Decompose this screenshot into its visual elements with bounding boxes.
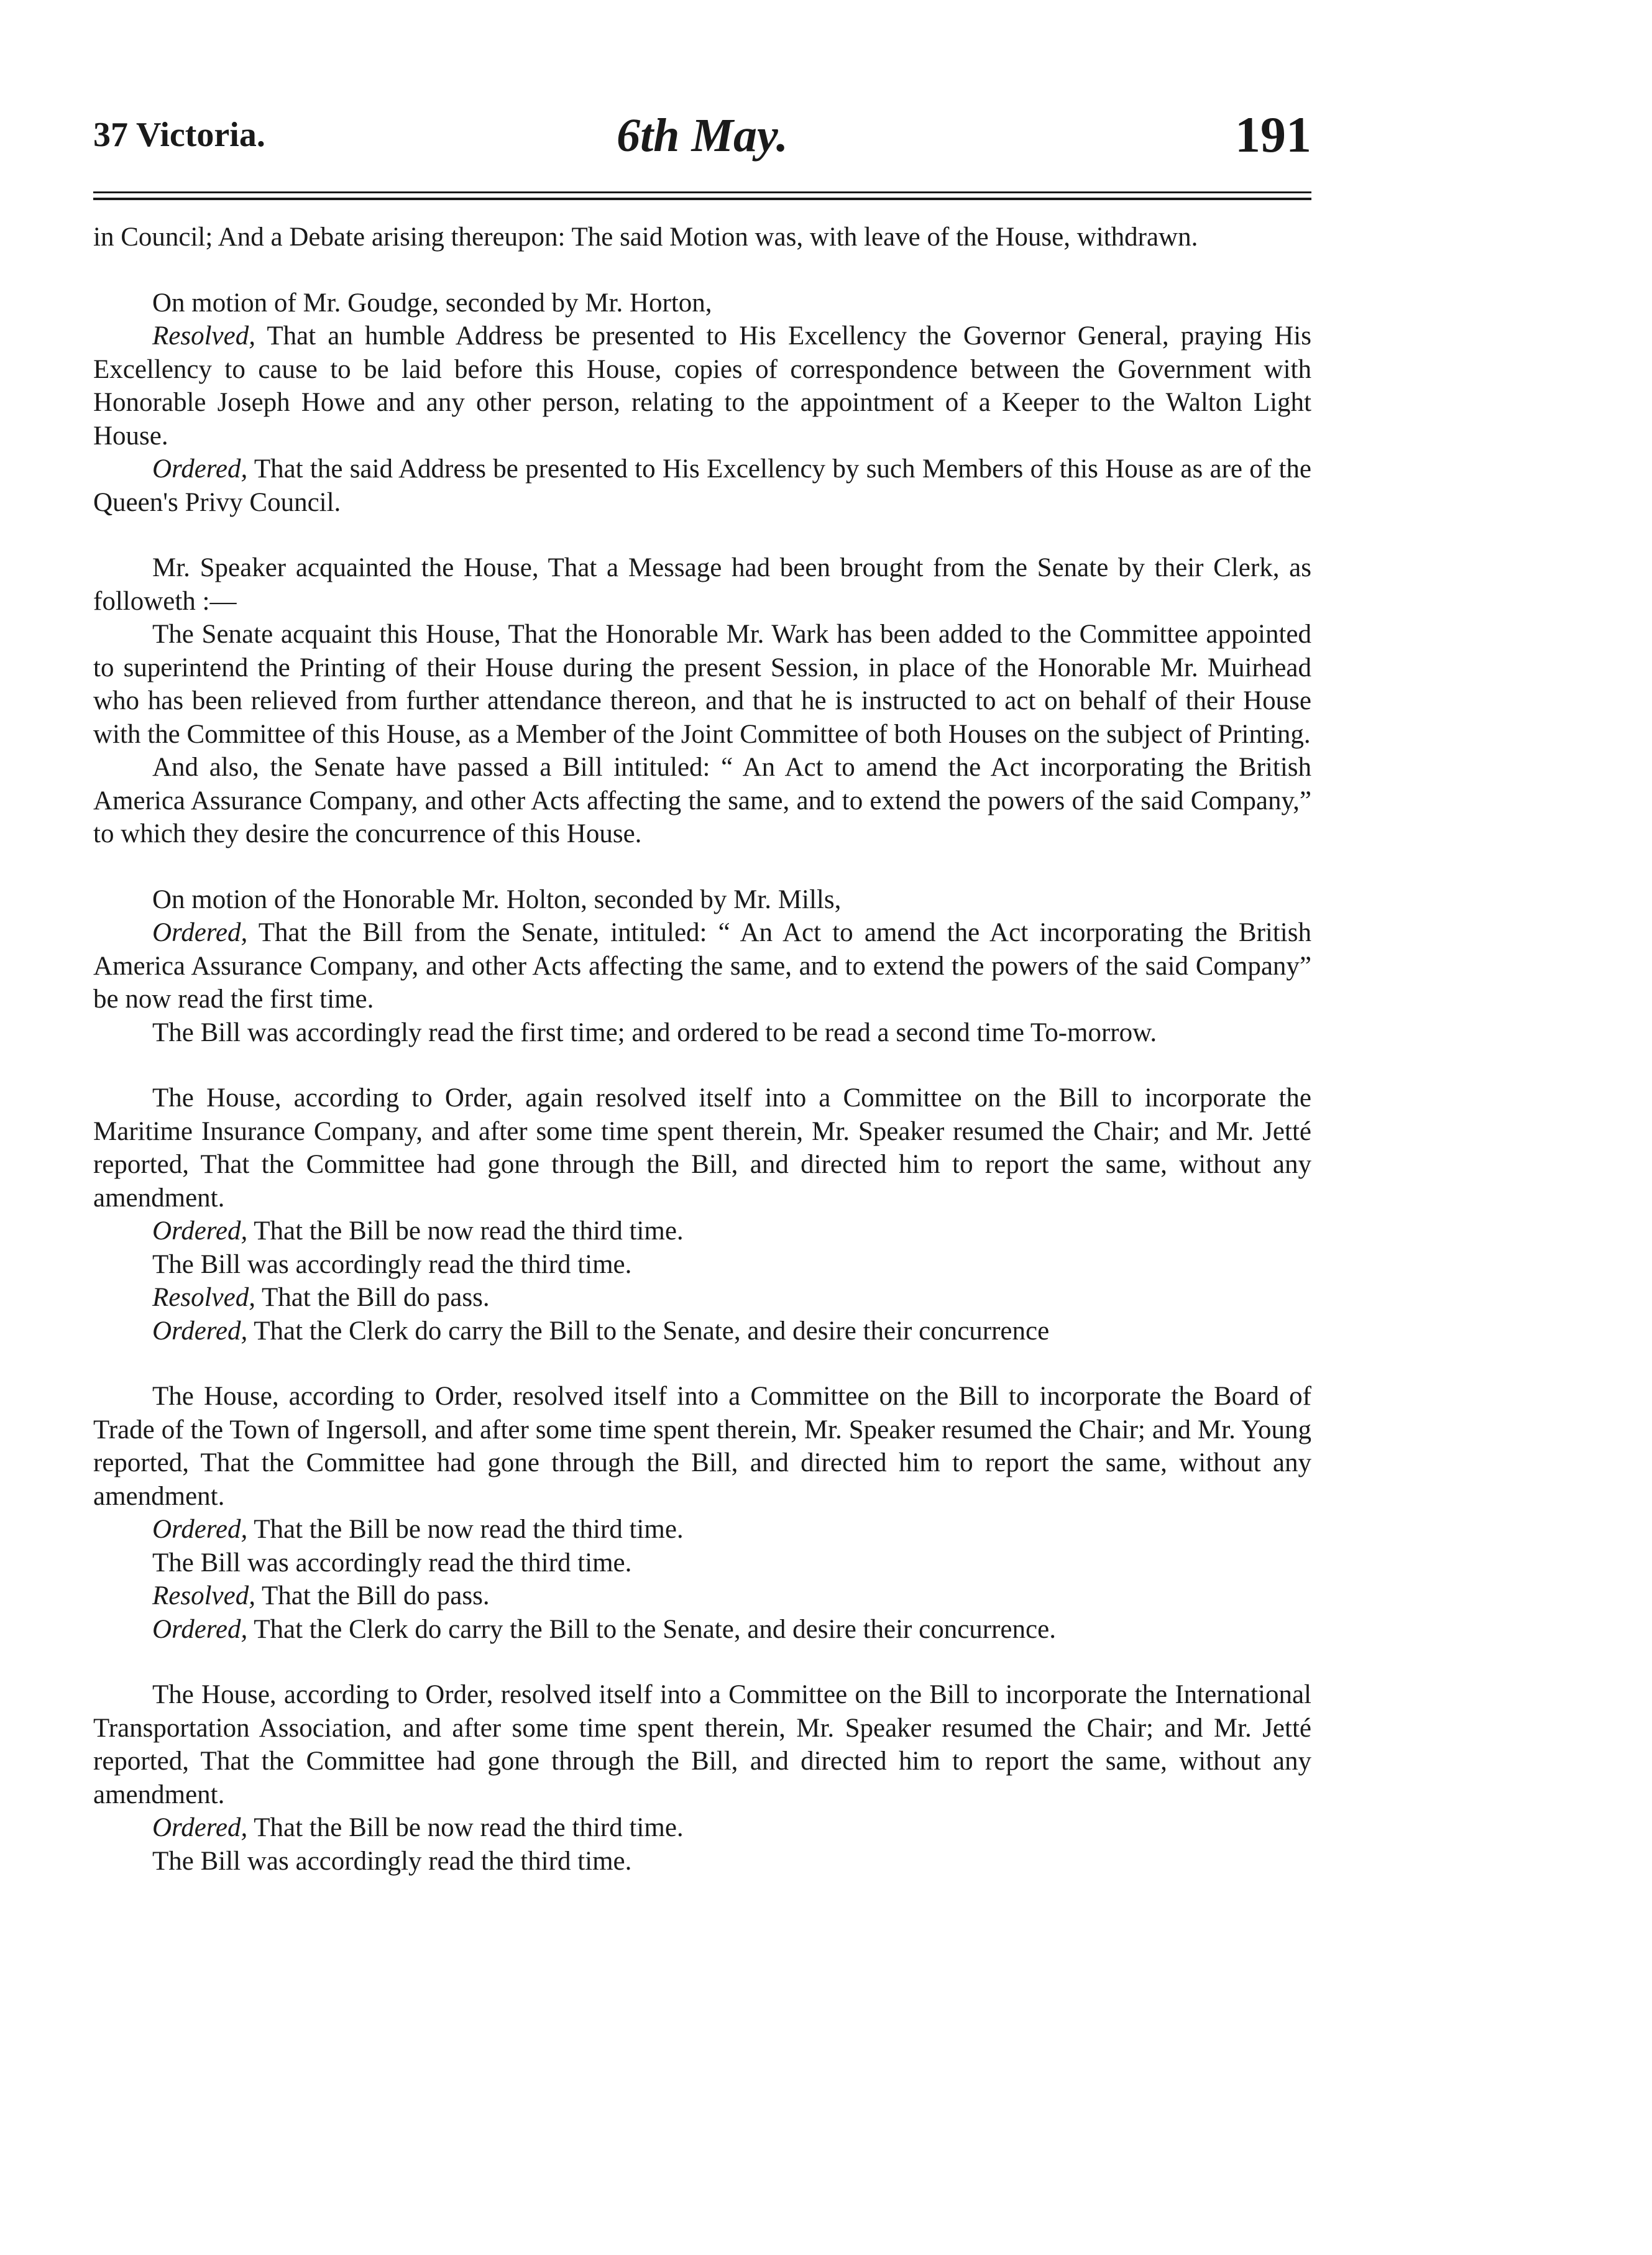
paragraph-motion-goudge: On motion of Mr. Goudge, seconded by Mr. Horton, (152, 288, 712, 318)
paragraph-ordered-third-reading: Ordered, That the Bill be now read the third time. (152, 1216, 684, 1246)
paragraph-ordered-clerk: Ordered, That the Clerk do carry the Bill to the Senate, and desire their concurrence (152, 1316, 1050, 1346)
running-head (93, 93, 1311, 186)
paragraph-first-reading: The Bill was accordingly read the first time; and ordered to be read a second time To-morrow. (152, 1017, 1157, 1047)
paragraph-senate-bill: And also, the Senate have passed a Bill intituled: “ An Act to amend the Act incorporating the British America Assurance Company, and other Acts affecting the same, and to extend the powers of the said Company,” to which they desire the concurrence of this House. (93, 753, 1311, 848)
paragraph-transportation-committee: The House, according to Order, resolved itself into a Committee on the Bill to incorporate the International Transportation Association, and after some time spent therein, Mr. Speaker resumed the Chair; and Mr. Jetté reported, That the Committee had gone through the Bill, and directed him to report the same, without any amendment. (93, 1680, 1311, 1809)
paragraph-resolved-pass: Resolved, That the Bill do pass. (152, 1581, 490, 1610)
paragraph-ordered-third-reading: Ordered, That the Bill be now read the third time. (152, 1813, 684, 1842)
session-label: 37 Victoria. (93, 116, 265, 154)
paragraph-resolved-pass: Resolved, That the Bill do pass. (152, 1283, 490, 1312)
paragraph-third-reading: The Bill was accordingly read the third time. (152, 1249, 632, 1279)
paragraph-ordered-first-reading: Ordered, That the Bill from the Senate, intituled: “ An Act to amend the Act incorporating the British America Assurance Company, and other Acts affecting the same, and to extend the powers of the said Company” be now read the first time. (93, 918, 1311, 1014)
paragraph-maritime-committee: The House, according to Order, again resolved itself into a Committee on the Bill to incorporate the Maritime Insurance Company, and after some time spent therein, Mr. Speaker resumed the Chair; and Mr. Jetté reported, That the Committee had gone through the Bill, and directed him to report the same, without any amendment. (93, 1083, 1311, 1213)
header-rule-top (93, 191, 1311, 193)
paragraph-ordered-clerk: Ordered, That the Clerk do carry the Bill to the Senate, and desire their concurrence. (152, 1614, 1056, 1644)
paragraph-third-reading: The Bill was accordingly read the third time. (152, 1548, 632, 1578)
paragraph-senate-message: Mr. Speaker acquainted the House, That a Message had been brought from the Senate by their Clerk, as followeth :— (93, 553, 1311, 616)
paragraph-ordered-third-reading: Ordered, That the Bill be now read the third time. (152, 1515, 684, 1544)
date-heading: 6th May. (617, 109, 788, 162)
journal-body (93, 221, 1311, 1878)
paragraph-ingersoll-committee: The House, according to Order, resolved itself into a Committee on the Bill to incorporate the Board of Trade of the Town of Ingersoll, and after some time spent therein, Mr. Speaker resumed the Chair; and Mr. Young reported, That the Committee had gone through the Bill, and directed him to report the same, without any amendment. (93, 1382, 1311, 1511)
paragraph-resolved-address: Resolved, That an humble Address be presented to His Excellency the Governor General, praying His Excellency to cause to be laid before this House, copies of correspondence between the Government with Honorable Joseph Howe and any other person, relating to the appointment of a Keeper to the Walton Light House. (93, 321, 1311, 451)
paragraph-motion-holton: On motion of the Honorable Mr. Holton, seconded by Mr. Mills, (152, 884, 842, 914)
page-number: 191 (1235, 106, 1311, 163)
header-rule-bottom (93, 198, 1311, 200)
paragraph-senate-acquaint: The Senate acquaint this House, That the Honorable Mr. Wark has been added to the Committee appointed to superintend the Printing of their House during the present Session, in place of the Honorable Mr. Muirhead who has been relieved from further attendance thereon, and that he is instructed to act on behalf of their House with the Committee of this House, as a Member of the Joint Committee of both Houses on the subject of Printing. (93, 620, 1311, 749)
paragraph-third-reading: The Bill was accordingly read the third time. (152, 1846, 632, 1876)
journal-page (93, 93, 1311, 2207)
paragraph-ordered-address: Ordered, That the said Address be presented to His Excellency by such Members of this House as are of the Queen's Privy Council. (93, 454, 1311, 517)
paragraph-continuation: in Council; And a Debate arising thereupon: The said Motion was, with leave of the House, withdrawn. (93, 223, 1198, 252)
